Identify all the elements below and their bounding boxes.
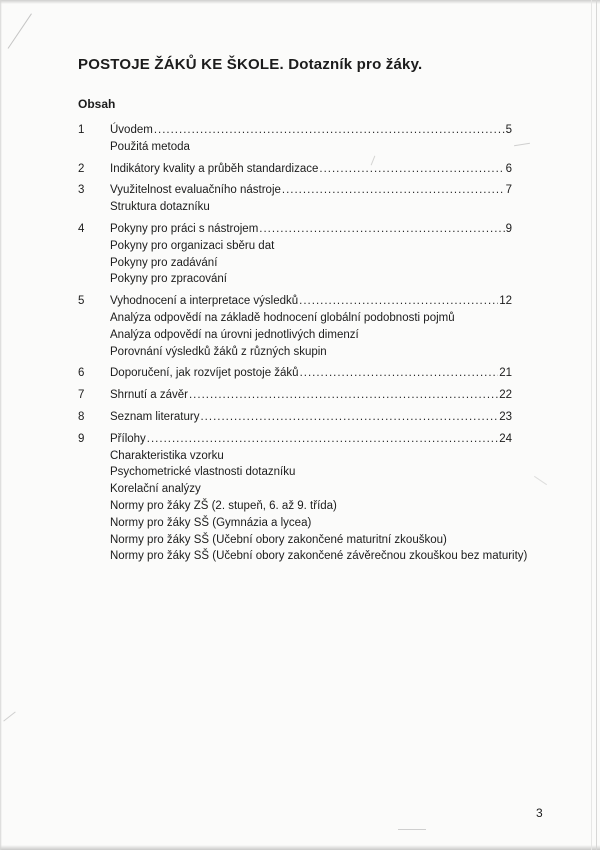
- toc-entry-title: Využitelnost evaluačního nástroje: [110, 184, 281, 197]
- toc-entry-number: 5: [78, 295, 85, 308]
- toc-subitem: Normy pro žáky SŠ (Učební obory zakončené maturitní zkouškou): [110, 533, 447, 546]
- toc-leader-dots: [189, 387, 498, 404]
- toc-entry: [78, 365, 512, 382]
- toc-entry-title: Úvodem: [110, 124, 153, 136]
- toc-subitem: Korelační analýzy: [110, 483, 201, 496]
- scan-artifact: [398, 829, 426, 830]
- toc-leader-dots: [154, 122, 505, 139]
- toc-entry-page: 7: [505, 184, 512, 197]
- toc-subitem: Normy pro žáky ZŠ (2. stupeň, 6. až 9. třída): [110, 499, 337, 512]
- toc-entry-page: 12: [499, 295, 512, 308]
- toc-entry-page: 22: [499, 389, 512, 402]
- toc-leader-dots: [282, 182, 505, 199]
- toc-entry-number: 4: [78, 222, 85, 235]
- toc-entry: [78, 182, 512, 199]
- toc-entry: [78, 387, 512, 404]
- toc-entry-title: Doporučení, jak rozvíjet postoje žáků: [110, 367, 299, 380]
- toc-entry-page: 5: [505, 124, 512, 136]
- toc-entry-number: 8: [78, 410, 85, 423]
- toc-entry-number: 6: [78, 367, 85, 380]
- toc-subitem: Pokyny pro zpracování: [110, 273, 227, 286]
- toc-entry: [78, 409, 512, 426]
- toc-entry-title: Shrnutí a závěr: [110, 389, 188, 402]
- toc-entry: [78, 293, 512, 310]
- scan-artifact: [514, 143, 530, 146]
- toc-entry-number: 7: [78, 389, 85, 402]
- scan-edge-bottom: [0, 845, 600, 850]
- toc-subitem: Struktura dotazníku: [110, 201, 210, 214]
- scan-edge-left: [0, 0, 2, 850]
- toc-entry-title: Indikátory kvality a průběh standardizace: [110, 162, 319, 175]
- toc-entry: [78, 221, 512, 238]
- page-number: 3: [536, 806, 543, 820]
- toc-subitem: Normy pro žáky SŠ (Gymnázia a lycea): [110, 516, 312, 529]
- toc-subitem: Normy pro žáky SŠ (Učební obory zakončené závěrečnou zkouškou bez maturity): [110, 550, 528, 563]
- toc-leader-dots: [299, 293, 498, 310]
- toc-leader-dots: [319, 161, 504, 178]
- scan-edge-right: [596, 0, 597, 850]
- toc-entry: [78, 431, 512, 448]
- toc-subitem: Použitá metoda: [110, 140, 190, 153]
- toc-entry-page: 9: [505, 222, 512, 235]
- toc-entry-title: Přílohy: [110, 432, 146, 445]
- toc-entry-number: 9: [78, 432, 85, 445]
- toc-subitem: Charakteristika vzorku: [110, 449, 224, 462]
- toc-entry-page: 21: [499, 367, 512, 380]
- toc-subitem: Porovnání výsledků žáků z různých skupin: [110, 345, 327, 358]
- toc-leader-dots: [147, 431, 498, 448]
- scan-artifact: [534, 476, 547, 485]
- document-title: POSTOJE ŽÁKŮ KE ŠKOLE. Dotazník pro žáky.: [78, 56, 423, 73]
- toc-subitem: Psychometrické vlastnosti dotazníku: [110, 466, 296, 479]
- toc-entry-page: 23: [499, 410, 512, 423]
- toc-entry-number: 3: [78, 184, 85, 197]
- toc-entry-title: Pokyny pro práci s nástrojem: [110, 222, 259, 235]
- toc-leader-dots: [300, 365, 499, 382]
- scan-artifact: [8, 13, 32, 48]
- toc-entry-number: 1: [78, 124, 85, 136]
- toc-subitem: Pokyny pro zadávání: [110, 256, 218, 269]
- toc-entry-page: 6: [505, 162, 512, 175]
- toc-subitem: Pokyny pro organizaci sběru dat: [110, 239, 275, 252]
- toc-entry-page: 24: [499, 432, 512, 445]
- toc-entry: [78, 161, 512, 178]
- toc-entry-title: Seznam literatury: [110, 410, 200, 423]
- toc-list: [78, 122, 528, 565]
- toc-leader-dots: [200, 409, 498, 426]
- scan-edge-right: [591, 0, 592, 850]
- toc-subitem: Analýza odpovědí na úrovni jednotlivých dimenzí: [110, 328, 359, 341]
- scan-edge-top: [0, 0, 600, 4]
- toc-subitem: Analýza odpovědí na základě hodnocení globální podobnosti pojmů: [110, 311, 455, 324]
- toc-leader-dots: [259, 221, 504, 238]
- toc-entry: [78, 122, 512, 139]
- scan-artifact: [3, 711, 15, 721]
- contents-heading: Obsah: [78, 97, 116, 111]
- toc-entry-number: 2: [78, 162, 85, 175]
- toc-entry-title: Vyhodnocení a interpretace výsledků: [110, 295, 299, 308]
- document-content: [78, 55, 528, 565]
